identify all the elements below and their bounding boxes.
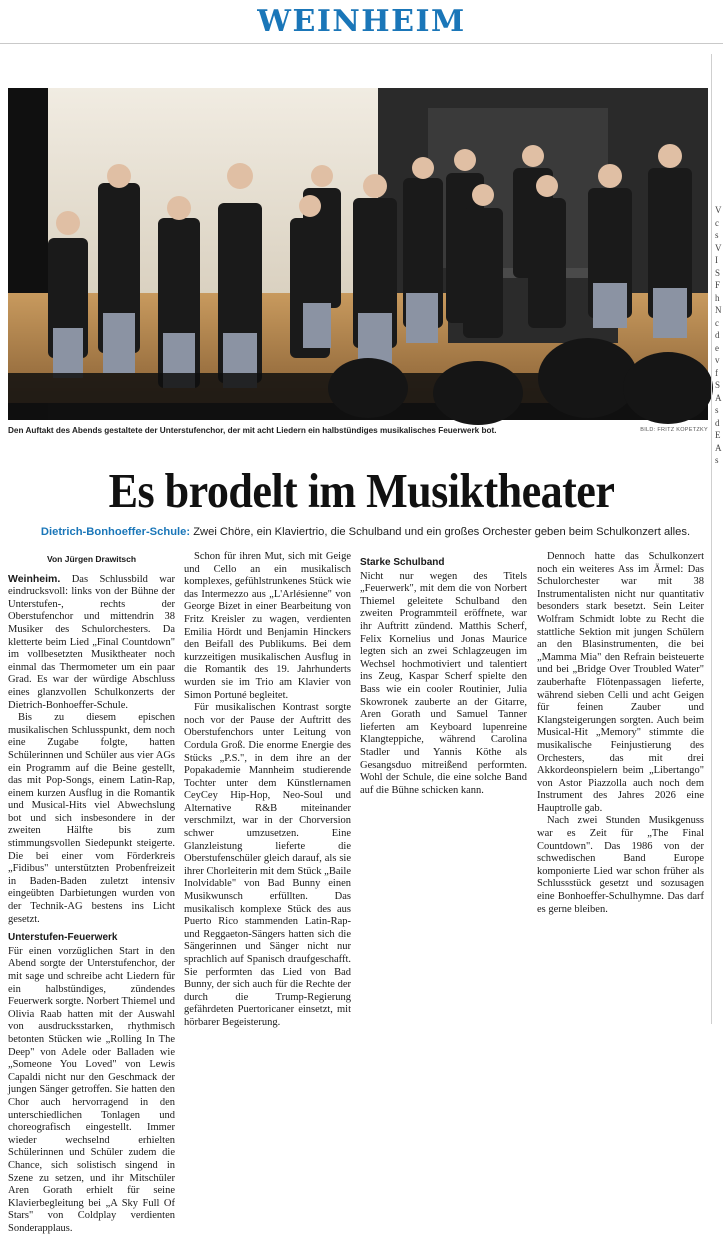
paragraph-2: Bis zu diesem epischen musikalischen Schlusspunkt, dem noch eine Zugabe folgte, hatten Schülerinnen und Schüler aus vier AGs ein Programm auf die Beine gestellt, das mit Pop-Songs, einem Latin-Rap, einem kurzen Ausflug in die Romantik und Musical-Hits viel Abwechslung bot und sich insbesondere in der zweiten Hälfte bis zum stimmungsvollen Siedepunkt steigerte. Die bei einer vom Förderkreis „Fidibus" unterstützten Probenfreizeit in Baden-Baden zuletzt intensiv eingeübten Darbietungen wurden von der Technik-AG bestens ins Licht gesetzt. bbox=[8, 712, 175, 925]
article-column-2 bbox=[184, 551, 351, 1028]
choir-photo-illustration bbox=[8, 88, 708, 420]
article-column-1 bbox=[8, 551, 175, 1234]
article-column-4 bbox=[537, 551, 704, 1024]
edge-letter: N bbox=[715, 305, 722, 315]
edge-letter: F bbox=[715, 280, 721, 290]
edge-letter: V bbox=[715, 242, 722, 253]
edge-letter: E bbox=[715, 430, 721, 440]
edge-letter: s bbox=[715, 230, 719, 240]
header-rule bbox=[0, 43, 723, 44]
edge-letter: h bbox=[715, 292, 720, 303]
edge-letter: V bbox=[715, 205, 722, 215]
paragraph-3: Für einen vorzüglichen Start in den Abend sorgte der Unterstufenchor, der mit sage und schreibe acht Liedern für ein halbstündiges, zündendes Feuerwerk sorgte. Norbert Thiemel und Olivia Raab hatten mit der Auswahl von ausdrucksstarken, rhythmisch betonten Stücken wie „Rolling In The Deep" von Adele oder Balladen wie „Someone You Loved" von Lewis Capaldi nicht nur den Geschmack der jungen Sänger getroffen. Sie hatten den Chor auch hervorragend in den unterschiedlichen Tonlagen und choreografisch eingestellt. Immer wieder wechselnd erhielten Schülerinnen und Schüler zudem die Chance, sich solistisch singend in Szene zu setzen, und ihr Mitschüler Aren Gorath erhielt für seine Klavierbegleitung bei „A Sky Full Of Stars" von Coldplay verdienten Sonderapplaus. bbox=[8, 945, 175, 1234]
subheading-unterstufen: Unterstufen-Feuerwerk bbox=[8, 932, 118, 944]
edge-letter: d bbox=[715, 330, 720, 340]
paragraph-4: Schon für ihren Mut, sich mit Geige und Cello an ein musikalisch komplexes, gefühlstrunkenes Stück wie das Intermezzo aus „L'Arlésienne" von George Bizet in einer Bearbeitung von Fritz Kreisler zu wagen, verdienten Emilia Hördt und Benjamin Hinckers den Beifall des Publikums. Bei dem kurzzeitigen musikalischen Ausflug in die Romantik des 19. Jahrhunderts wurden sie im Trio am Klavier von Simon Portuné begleitet. bbox=[184, 551, 351, 701]
edge-letter: s bbox=[715, 455, 719, 465]
adjacent-column-edge bbox=[711, 54, 724, 1024]
section-title: WEINHEIM bbox=[257, 4, 466, 39]
subheading-schulband: Starke Schulband bbox=[360, 557, 445, 568]
paragraph-6: Nicht nur wegen des Titels „Feuerwerk", mit dem die von Norbert Thiemel geleitete Schulband den zweiten Programmteil eröffnete, war ihr Auftritt zündend. Matthis Scherf, Felix Kornelius und Jonas Maurice legten sich an zwei Schlagzeugen im Wechsel hochmotiviert und talentiert ins Zeug, Kaspar Scherf spielte den Bass wie ein cooler Routinier, Julia Skowronek zauberte an der Gitarre, Aren Gorath und Samuel Tanner lieferten am Keyboard lupenreine Klangteppiche, während Carolina Stadler und Yannis Köthe als Gesangsduo mitreißend performten. Wohl der Schule, die eine solche Band auf die Bühne schicken kann. bbox=[360, 570, 527, 796]
edge-letter: A bbox=[715, 392, 722, 403]
subline-text: Zwei Chöre, ein Klaviertrio, die Schulband und ein großes Orchester geben beim Schulkonzert alles. bbox=[193, 526, 691, 538]
choir-photo bbox=[8, 88, 708, 420]
byline: Von Jürgen Drawitsch bbox=[46, 554, 137, 564]
edge-letter: I bbox=[715, 255, 718, 265]
article-headline: Es brodelt im Musiktheater bbox=[108, 463, 615, 518]
paragraph-1 bbox=[8, 573, 175, 713]
article-subline bbox=[8, 526, 723, 538]
paragraph-1-text: Das Schlussbild war eindrucksvoll: links von der Bühne der Unterstufen-, rechts der Oberstufenchor und mittendrin 38 Musiker des Schulorchesters. Da kletterte beim Lied „Final Countdown" im vollbesetzten Musiktheater noch einmal das Thermometer um ein paar Grad. Es war der würdige Abschluss eines glanzvollen Schulkonzerts der Dietrich-Bonhoeffer-Schule. bbox=[8, 573, 175, 711]
paragraph-8: Nach zwei Stunden Musikgenuss war es Zeit für „The Final Countdown". Das 1986 von der schwedischen Band Europe komponierte Lied war schon früher als Schlussstück gesetzt und sozusagen eine Bonhoeffer-Schulhymne. Das darf es gerne bleiben. bbox=[537, 815, 704, 915]
edge-letter: c bbox=[715, 317, 719, 328]
edge-letter: S bbox=[715, 380, 721, 390]
photo-caption: Den Auftakt des Abends gestaltete der Unterstufenchor, der mit acht Liedern ein halbstündiges musikalisches Feuerwerk bot. bbox=[8, 426, 497, 435]
edge-letter: v bbox=[715, 355, 720, 365]
edge-letter: e bbox=[715, 342, 719, 353]
paragraph-7: Dennoch hatte das Schulkonzert noch ein weiteres Ass im Ärmel: Das Schulorchester war mit 38 Instrumentalisten nicht nur quantitativ besonders stark besetzt. Sein Leiter Wolfram Schmidt lobte zu Recht die stattliche Sektion mit jungen Schülern an den Blasinstrumenten, die bei „Mamma Mia" den Refrain beisteuerte und bei „Bridge Over Troubled Water" zauberhafte Flötenpassagen lieferte, während sieben Celli und acht Geigen für feinen Zauber und Klangsteigerungen sorgten. Auch beim Musical-Hit „Memory" stimmte die musikalische Feinjustierung des Orchesters, das mit drei Akkordeonspielern beim „Libertango" von Astor Piazzolla auch noch dem Instrument des Jahres 2026 eine Hauptrolle gab. bbox=[537, 551, 704, 814]
edge-letter: S bbox=[715, 267, 721, 278]
edge-letter: d bbox=[715, 417, 720, 428]
article-column-3 bbox=[360, 551, 527, 1024]
edge-letter: s bbox=[715, 405, 719, 415]
dateline: Weinheim. bbox=[8, 572, 61, 585]
subline-kicker: Dietrich-Bonhoeffer-Schule: bbox=[40, 526, 191, 538]
edge-letter: f bbox=[715, 367, 718, 378]
photo-credit: BILD: FRITZ KOPETZKY bbox=[640, 427, 708, 433]
edge-letter: c bbox=[715, 217, 719, 228]
paragraph-5: Für musikalischen Kontrast sorgte noch vor der Pause der Auftritt des Oberstufenchors unter Leitung von Cordula Groß. Die enorme Energie des Stücks „P.S.", in dem ihre an der Popakademie Mannheim studierende Tochter unter dem Künstlernamen CeyCey Hip-Hop, Neo-Soul und Alternative R&B miteinander verschmilzt, war in der Chorversion schwer umzusetzen. Eine Glanzleistung lieferte die Oberstufenschüler gleich darauf, als sie ihrer Chorleiterin mit dem Stück „Baile Inolvidable" von Bad Bunny einen Musikwunsch erfüllten. Das musikalisch komplexe Stück des aus Puerto Rico stammenden Latin-Rap- und Reggaeton-Sängers hatten sich die Sängerinnen und Sänger nicht nur sprachlich auf Spanisch draufgeschafft. Sie performten das Lied von Bad Bunny, der sich auch für die Rechte der durch die Trump-Regierung gefährdeten Puertoricaner einsetzt, mit hörbarer Begeisterung. bbox=[184, 702, 351, 1028]
edge-letter: A bbox=[715, 442, 722, 453]
